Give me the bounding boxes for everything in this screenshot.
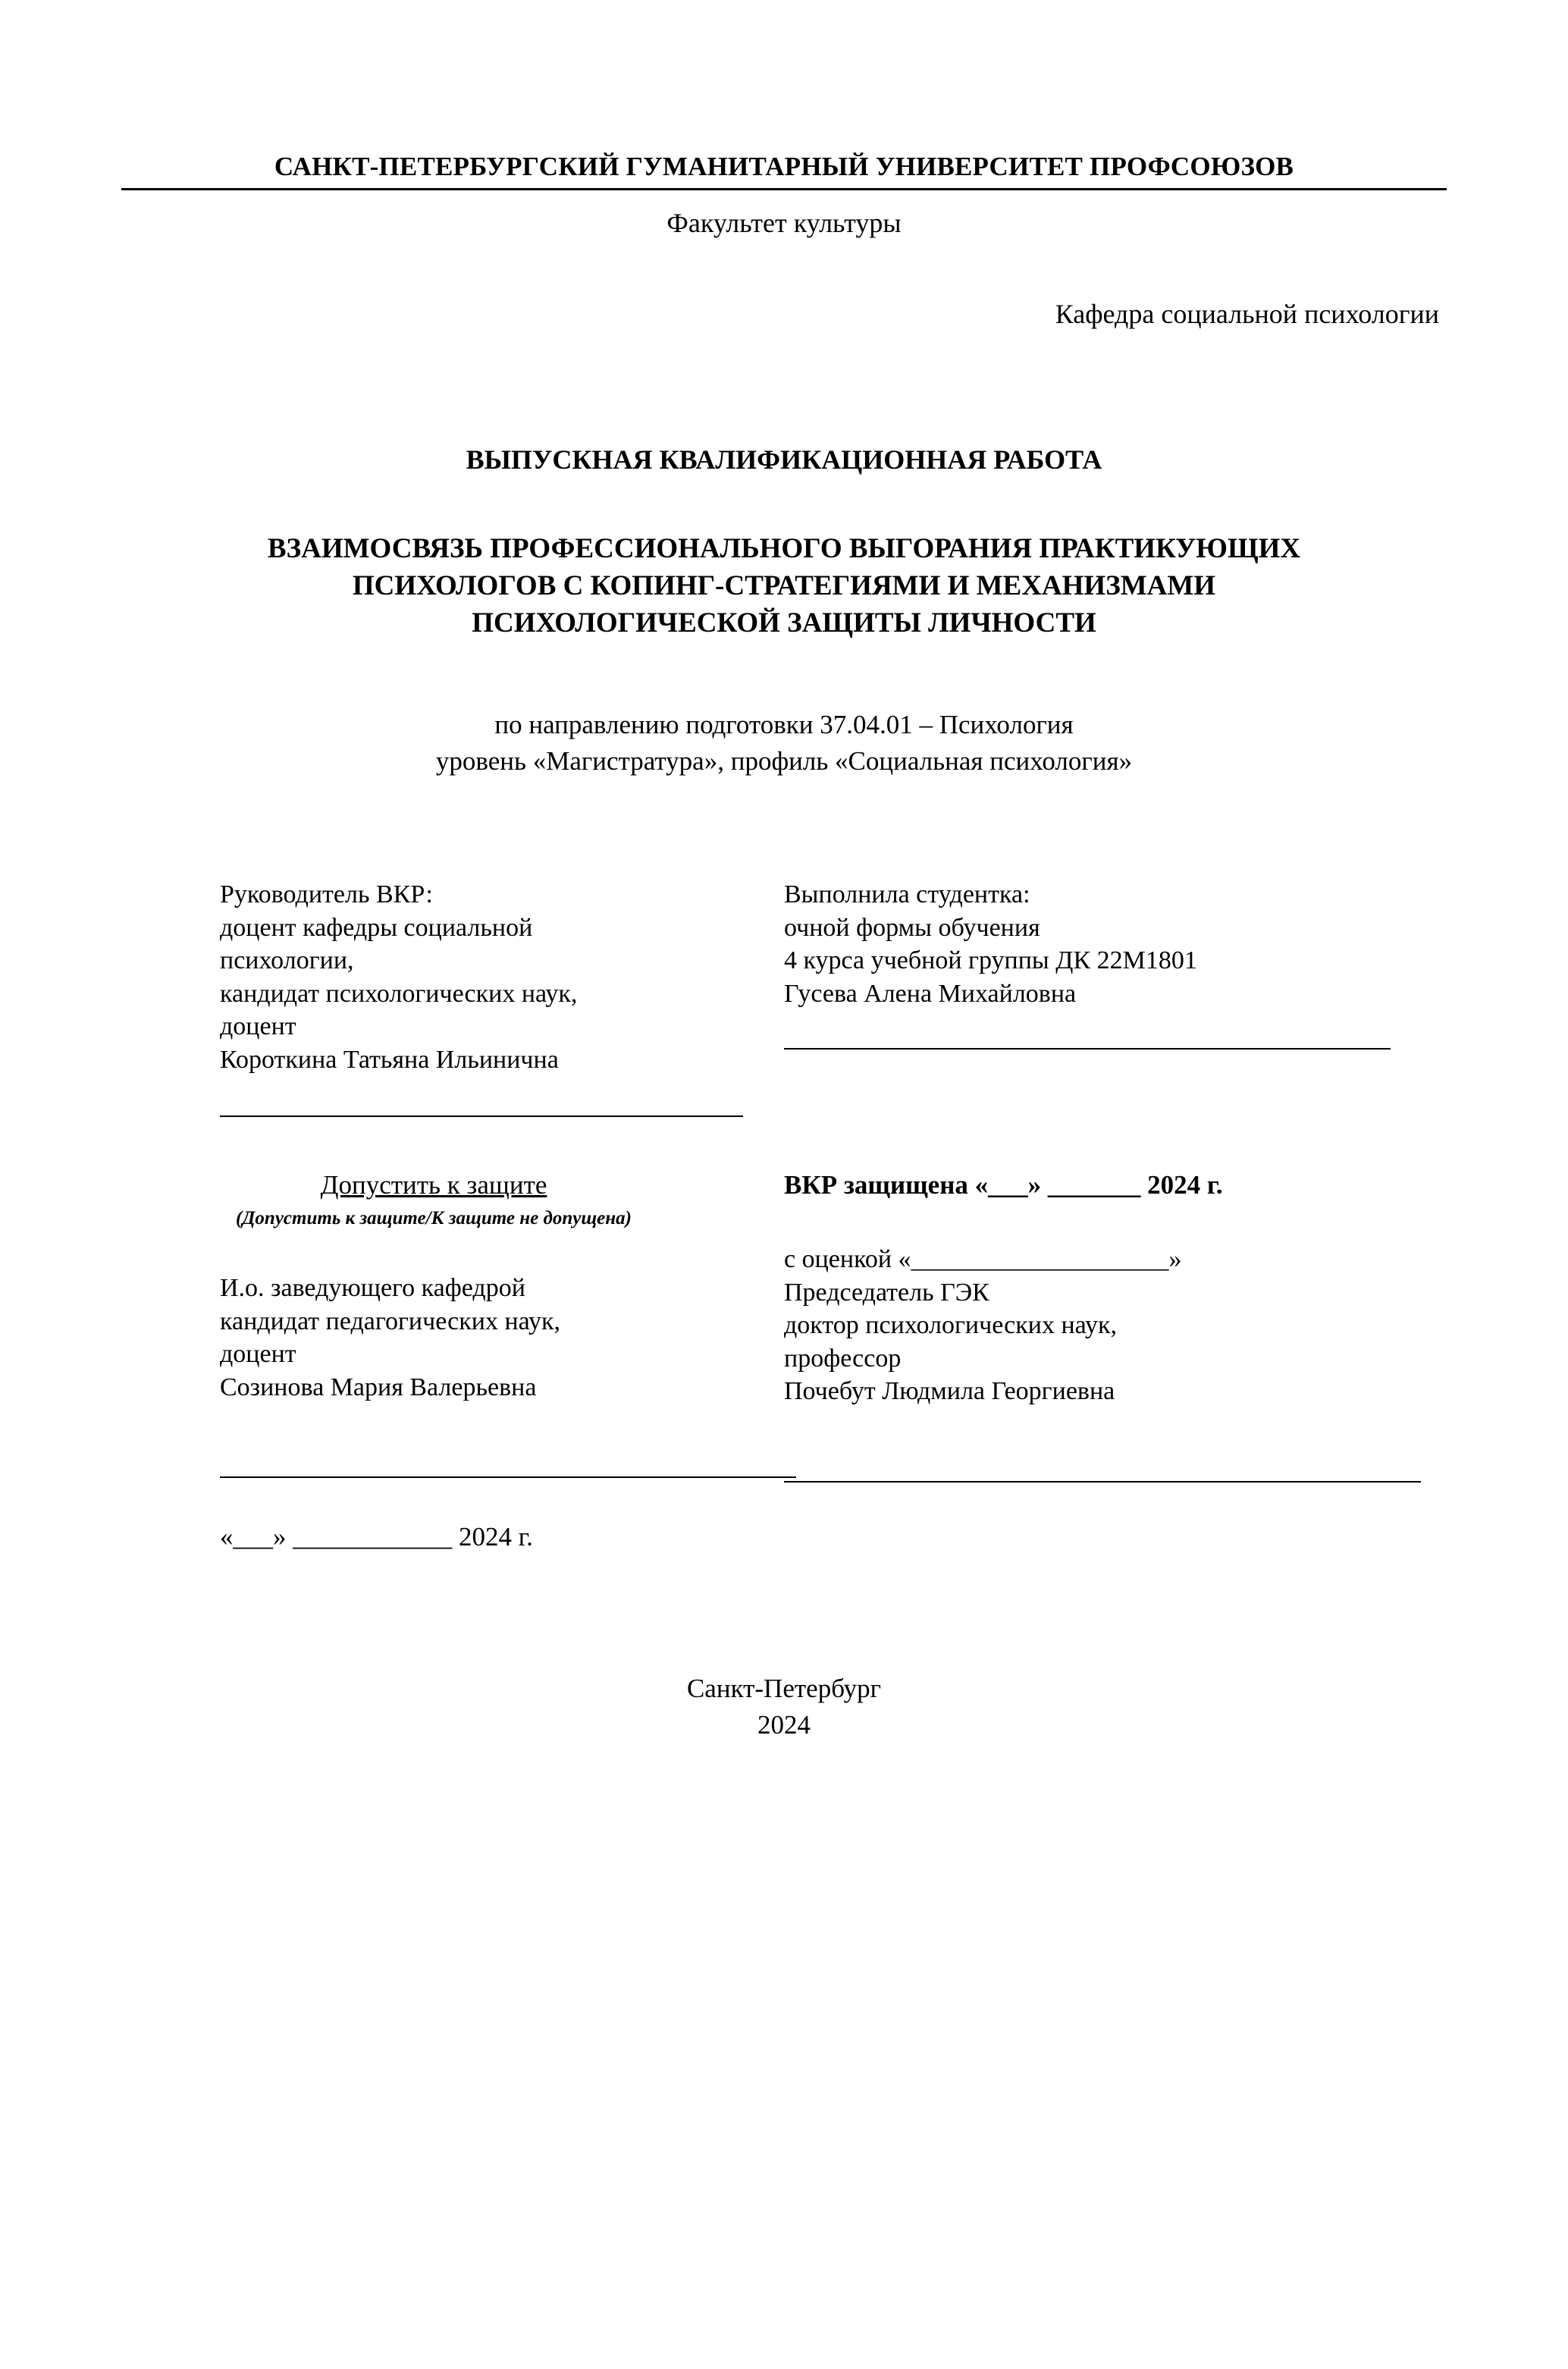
head-of-department-degree: кандидат педагогических наук,	[220, 1307, 561, 1335]
admission-note: (Допустить к защите/К защите не допущена)	[236, 1208, 632, 1229]
head-of-department-name: Созинова Мария Валерьевна	[220, 1373, 537, 1401]
header-divider	[121, 188, 1447, 190]
chair-degree: доктор психологических наук,	[784, 1311, 1118, 1340]
chair-name: Почебут Людмила Георгиевна	[784, 1377, 1115, 1406]
supervisor-position-1: доцент кафедры социальной	[220, 913, 533, 942]
head-of-department-rank: доцент	[220, 1340, 296, 1369]
supervisor-position-2: психологии,	[220, 946, 354, 975]
chair-signature-line	[784, 1481, 1421, 1483]
chair-rank: профессор	[784, 1344, 902, 1373]
student-block	[784, 878, 1348, 1117]
head-of-department-label: И.о. заведующего кафедрой	[220, 1274, 525, 1303]
student-form: очной формы обучения	[784, 913, 1040, 942]
document-type: ВЫПУСКНАЯ КВАЛИФИКАЦИОННАЯ РАБОТА	[466, 444, 1102, 475]
student-group: 4 курса учебной группы ДК 22М1801	[784, 946, 1197, 975]
city: Санкт-Петербург	[686, 1674, 882, 1704]
admission-block	[220, 1170, 784, 1552]
student-signature-line	[784, 1048, 1391, 1050]
supervisor-label: Руководитель ВКР:	[220, 880, 433, 909]
thesis-title: ВЗАИМОСВЯЗЬ ПРОФЕССИОНАЛЬНОГО ВЫГОРАНИЯ ПРАКТИКУЮЩИХ ПСИХОЛОГОВ С КОПИНГ-СТРАТЕГИЯМИ И МЕХАНИЗМАМИ ПСИХОЛОГИЧЕСКОЙ ЗАЩИТЫ ЛИЧНОСТИ	[267, 533, 1301, 639]
signature-columns-bottom	[0, 1170, 1568, 1552]
supervisor-degree: кандидат психологических наук,	[220, 979, 578, 1008]
student-label: Выполнила студентка:	[784, 880, 1030, 909]
title-page	[0, 152, 1568, 2369]
head-of-department-signature-line	[220, 1476, 796, 1478]
university-name: САНКТ-ПЕТЕРБУРГСКИЙ ГУМАНИТАРНЫЙ УНИВЕРСИТЕТ ПРОФСОЮЗОВ	[274, 152, 1294, 181]
supervisor-rank: доцент	[220, 1012, 296, 1041]
signature-columns-top	[0, 878, 1568, 1117]
chair-label: Председатель ГЭК	[784, 1278, 989, 1307]
admission-title: Допустить к защите	[320, 1170, 547, 1200]
student-name: Гусева Алена Михайловна	[784, 979, 1077, 1008]
supervisor-signature-line	[220, 1115, 743, 1117]
program-level: уровень «Магистратура», профиль «Социальная психология»	[435, 745, 1133, 776]
supervisor-block	[220, 878, 784, 1117]
year: 2024	[757, 1710, 811, 1740]
program-block	[0, 707, 1568, 780]
defense-block	[784, 1170, 1348, 1552]
program-direction: по направлению подготовки 37.04.01 – Психология	[494, 709, 1074, 739]
faculty-name: Факультет культуры	[666, 208, 902, 238]
admission-date-line: «___» ____________ 2024 г.	[220, 1522, 533, 1552]
department-name: Кафедра социальной психологии	[1055, 299, 1439, 329]
defense-date-line: ВКР защищена «___» _______ 2024 г.	[784, 1170, 1223, 1200]
supervisor-name: Короткина Татьяна Ильинична	[220, 1045, 559, 1074]
defense-grade-line: с оценкой «____________________»	[784, 1245, 1182, 1274]
